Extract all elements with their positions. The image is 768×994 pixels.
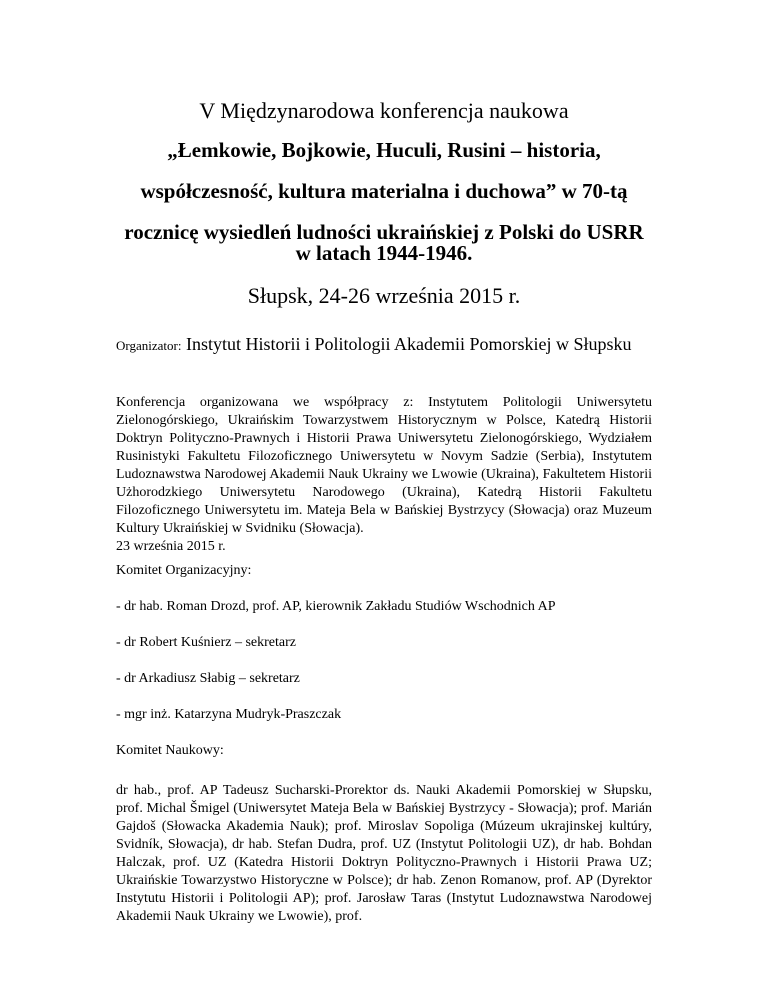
cooperation-date: 23 września 2015 r. [116, 539, 226, 554]
conference-title-line-4: w latach 1944-1946. [295, 241, 473, 265]
cooperation-paragraph [116, 394, 652, 556]
organizing-committee-member: - dr Arkadiusz Słabig – sekretarz [116, 671, 300, 686]
organizer-label: Organizator: [116, 338, 182, 353]
cooperation-text: Konferencja organizowana we współpracy z: Instytutem Politologii Uniwersytetu Zielonogórskiego, Ukraińskim Towarzystwem Historycznym w Polsce, Katedrą Historii Doktryn Polityczno-Prawnych i Historii Prawa Uniwersytetu Zielonogórskiego, Wydziałem Rusinistyki Fakultetu Filozoficznego Uniwersytetu w Novym Sadzie (Serbia), Instytutem Ludoznawstwa Narodowej Akademii Nauk Ukrainy we Lwowie (Ukraina), Fakultetem Historii Użhorodzkiego Uniwersytetu Narodowego (Ukraina), Katedrą Historii Fakultetu Filozoficznego Uniwersytetu im. Mateja Bela w Bańskiej Bystrzycy (Słowacja) oraz Muzeum Kultury Ukraińskiej w Svidniku (Słowacja). [116, 395, 652, 536]
organizing-committee-member: - dr hab. Roman Drozd, prof. AP, kierownik Zakładu Studiów Wschodnich AP [116, 599, 556, 614]
scientific-committee-paragraph: dr hab., prof. AP Tadeusz Sucharski-Prorektor ds. Nauki Akademii Pomorskiej w Słupsku, prof. Michal Šmigel (Uniwersytet Mateja Bela w Bańskiej Bystrzycy - Słowacja); prof. Marián Gajdoš (Słowacka Akademia Nauk); prof. Miroslav Sopoliga (Múzeum ukrajinskej kultúry, Svidník, Słowacja), dr hab. Stefan Dudra, prof. UZ (Instytut Politologii UZ), dr hab. Bohdan Halczak, prof. UZ (Katedra Historii Doktryn Polityczno-Prawnych i Historii Prawa UZ; Ukraińskie Towarzystwo Historyczne w Polsce); dr hab. Zenon Romanow, prof. AP (Dyrektor Instytutu Historii i Politologii AP); prof. Jarosław Taras (Instytut Ludoznawstwa Narodowej Akademii Nauk Ukrainy we Lwowie), prof. [116, 783, 652, 924]
organizer-paragraph [116, 332, 652, 358]
scientific-committee-heading: Komitet Naukowy: [116, 743, 224, 758]
conference-title-line-1: „Łemkowie, Bojkowie, Huculi, Rusini – historia, [167, 138, 601, 162]
organizing-committee-member: - mgr inż. Katarzyna Mudryk-Praszczak [116, 707, 342, 722]
conference-title-line-3: rocznicę wysiedleń ludności ukraińskiej z Polski do USRR [124, 220, 644, 244]
conference-edition-line: V Międzynarodowa konferencja naukowa [199, 98, 569, 123]
organizing-committee-member: - dr Robert Kuśnierz – sekretarz [116, 635, 296, 650]
conference-title-line-2: współczesność, kultura materialna i duchowa” w 70-tą [140, 179, 628, 203]
organizing-committee-heading: Komitet Organizacyjny: [116, 563, 252, 578]
conference-place-date: Słupsk, 24-26 września 2015 r. [247, 283, 521, 308]
organizer-name: Instytut Historii i Politologii Akademii Pomorskiej w Słupsku [185, 334, 632, 354]
